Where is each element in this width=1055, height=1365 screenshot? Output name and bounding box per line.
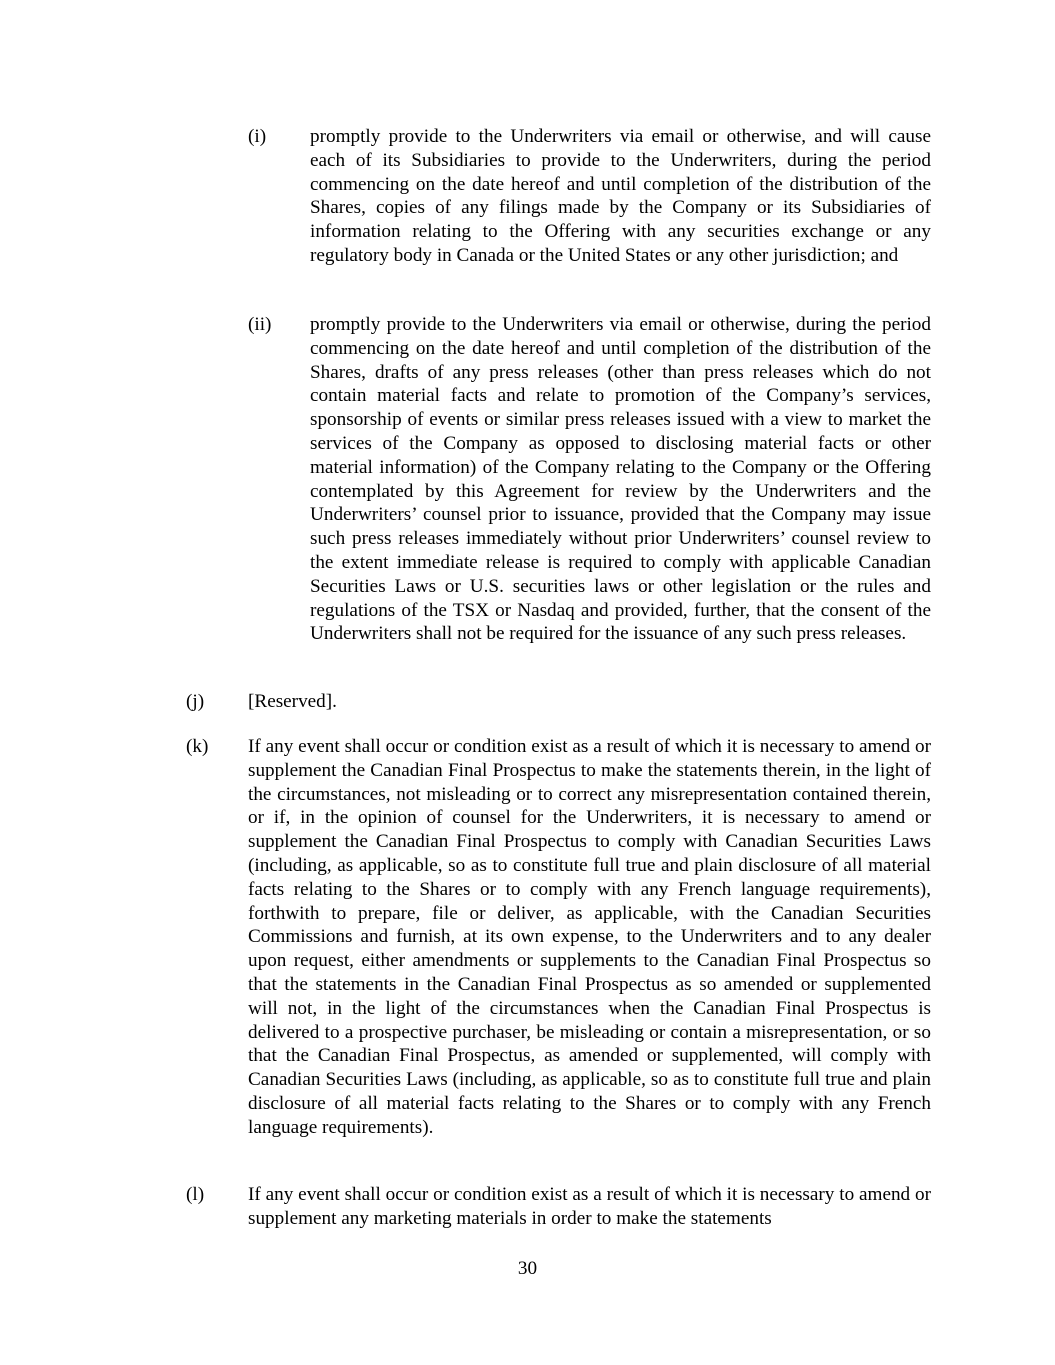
clause-label: (k) (186, 736, 209, 757)
clause-text: [Reserved]. (248, 691, 337, 712)
clause-label: (l) (186, 1184, 205, 1205)
clause-text: promptly provide to the Underwriters via email or otherwise, and will cause each of its Subsidiaries to provide to the Underwriters, during the period commencing on the date hereof and until completion of the distribution of the Shares, copies of any filings made by the Company or its Subsidiaries of information relating to the Offering with any securities exchange or any regulatory body in Canada or the United States or any other jurisdiction; and (310, 126, 931, 266)
clause-text: If any event shall occur or condition exist as a result of which it is necessary to amend or supplement the Canadian Final Prospectus to make the statements therein, in the light of the circumstances, not misleading or to correct any misrepresentation contained therein, or if, in the opinion of counsel for the Underwriters, it is necessary to amend or supplement the Canadian Final Prospectus to comply with Canadian Securities Laws (including, as applicable, so as to constitute full true and plain disclosure of all material facts relating to the Shares or to comply with any French language requirements), forthwith to prepare, file or deliver, as applicable, with the Canadian Securities Commissions and furnish, at its own expense, to the Underwriters and to any dealer upon request, either amendments or supplements to the Canadian Final Prospectus so that the statements in the Canadian Final Prospectus as so amended or supplemented will not, in the light of the circumstances when the Canadian Final Prospectus is delivered to a prospective purchaser, be misleading or contain a misrepresentation, or so that the Canadian Final Prospectus, as amended or supplemented, will comply with Canadian Securities Laws (including, as applicable, so as to constitute full true and plain disclosure of all material facts relating to the Shares or to comply with any French language requirements). (248, 736, 931, 1138)
clause-label: (ii) (248, 314, 272, 335)
page-number: 30 (517, 1258, 538, 1279)
clause-label: (i) (248, 126, 267, 147)
clause-text: promptly provide to the Underwriters via email or otherwise, during the period commencing on the date hereof and until completion of the distribution of the Shares, drafts of any press releases (other than press releases which do not contain material facts and relate to promotion of the Company’s services, sponsorship of events or similar press releases issued with a view to market the services of the Company as opposed to disclosing material facts or other material information) of the Company relating to the Company or the Offering contemplated by this Agreement for review by the Underwriters and the Underwriters’ counsel prior to issuance, provided that the Company may issue such press releases immediately without prior Underwriters’ counsel review to the extent immediate release is required to comply with applicable Canadian Securities Laws or U.S. securities laws or other legislation or the rules and regulations of the TSX or Nasdaq and provided, further, that the consent of the Underwriters shall not be required for the issuance of any such press releases. (310, 314, 931, 645)
clause-text: If any event shall occur or condition exist as a result of which it is necessary to amend or supplement any marketing materials in order to make the statements (248, 1184, 931, 1229)
clause-label: (j) (186, 691, 205, 712)
